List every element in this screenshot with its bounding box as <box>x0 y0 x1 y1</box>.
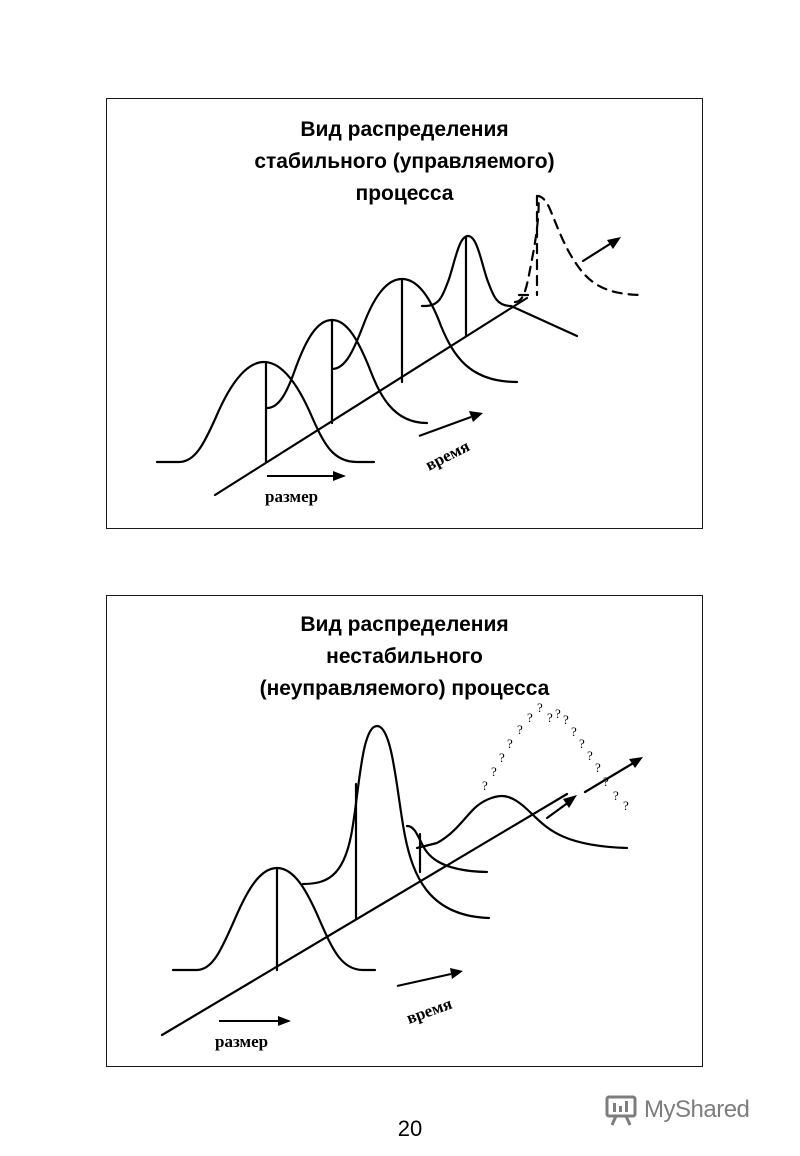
title-line-1: Вид распределения <box>300 613 509 636</box>
question-mark: ? <box>491 764 497 779</box>
distribution-curve-1 <box>173 868 375 970</box>
watermark-text: MyShared <box>644 1096 750 1123</box>
question-mark: ? <box>555 706 561 721</box>
question-mark: ? <box>527 710 533 725</box>
distribution-curve-4 <box>422 236 577 336</box>
title-line-3: (неуправляемого) процесса <box>259 677 550 700</box>
question-mark: ? <box>547 710 553 725</box>
question-mark: ? <box>579 736 585 751</box>
time-arrowhead <box>450 968 463 979</box>
question-mark: ? <box>603 774 609 789</box>
time-axis-label: время <box>422 436 473 475</box>
projected-distribution-curve <box>515 196 644 302</box>
myshared-watermark <box>604 1092 774 1128</box>
title-line-2: нестабильного <box>326 645 483 668</box>
unstable-process-slide <box>106 595 703 1067</box>
question-mark: ? <box>563 712 569 727</box>
title-line-1: Вид распределения <box>300 118 509 141</box>
question-mark: ? <box>517 722 523 737</box>
drift-arrowhead <box>607 237 621 249</box>
question-mark: ? <box>587 748 593 763</box>
size-arrowhead <box>333 471 346 481</box>
slide-title <box>107 114 702 210</box>
time-axis-line <box>215 298 527 495</box>
title-line-3: процесса <box>355 182 454 205</box>
distribution-curve-3 <box>332 279 517 382</box>
question-mark: ? <box>613 788 619 803</box>
question-mark: ? <box>571 724 577 739</box>
time-arrow-line <box>397 974 451 986</box>
question-mark: ? <box>482 778 488 793</box>
presentation-board-icon <box>604 1093 638 1127</box>
page-number: 20 <box>397 1116 423 1141</box>
time-axis-label: время <box>403 993 455 1028</box>
title-line-2: стабильного (управляемого) <box>254 150 555 173</box>
size-axis-label: размер <box>215 1032 269 1051</box>
stable-process-slide <box>106 98 703 529</box>
question-mark: ? <box>537 700 543 715</box>
time-arrowhead <box>469 411 483 422</box>
size-axis-label: размер <box>265 487 319 506</box>
slide-title <box>107 609 702 705</box>
drift-arrow <box>583 242 613 261</box>
time-axis-line <box>162 794 567 1035</box>
time-arrow-line <box>419 417 471 436</box>
question-mark: ? <box>595 760 601 775</box>
question-mark: ? <box>507 736 513 751</box>
size-arrowhead <box>278 1016 291 1026</box>
drift-arrow-2 <box>585 762 635 792</box>
question-mark: ? <box>623 798 629 813</box>
question-mark: ? <box>499 750 505 765</box>
drift-arrowhead-2 <box>629 757 643 768</box>
